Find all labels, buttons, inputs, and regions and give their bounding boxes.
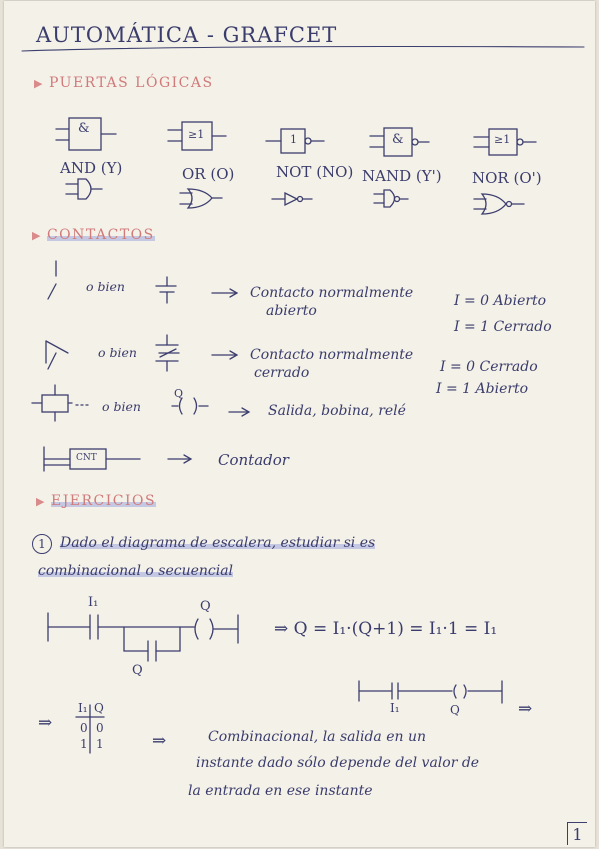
nc-switch-symbol xyxy=(46,341,68,369)
ladder-diagram xyxy=(48,613,238,661)
not-gate-symbol-text: 1 xyxy=(290,133,297,146)
truth-header-i1: I₁ xyxy=(78,701,88,715)
no-contact-desc-1: Contacto normalmente xyxy=(250,285,414,301)
or-text-2: o bien xyxy=(98,345,137,360)
or-gate-label: OR (O) xyxy=(182,165,235,183)
ladder-q-top-label: Q xyxy=(200,599,211,614)
no-switch-symbol xyxy=(48,261,56,299)
nc-contact-ladder-symbol xyxy=(156,335,179,371)
coil-q-label: Q xyxy=(174,387,184,400)
exercise-statement-2: combinacional o secuencial xyxy=(38,563,234,579)
nc-contact-state-1: I = 0 Cerrado xyxy=(440,359,538,375)
truth-cell: 1 xyxy=(96,737,104,751)
simplified-ladder xyxy=(359,681,502,703)
not-gate-label: NOT (NO) xyxy=(276,163,354,181)
ladder-q-bottom-label: Q xyxy=(132,663,143,678)
bullet-triangle-icon: ▶ xyxy=(32,229,47,242)
truth-cell: 0 xyxy=(80,721,88,735)
simple-q-label: Q xyxy=(450,703,460,717)
and-gate-label: AND (Y) xyxy=(60,159,123,177)
nor-gate-symbol-text: ≥1 xyxy=(494,133,511,146)
ladder-i1-label: I₁ xyxy=(88,595,99,610)
nc-contact-desc-1: Contacto normalmente xyxy=(250,347,414,363)
not-us-symbol xyxy=(272,193,312,205)
coil-symbol xyxy=(172,398,208,414)
section-contacts-title: CONTACTOS xyxy=(46,227,155,243)
truth-cell: 0 xyxy=(96,721,104,735)
simple-i1-label: I₁ xyxy=(390,701,400,715)
relay-symbol xyxy=(32,385,72,421)
nor-gate-label: NOR (O') xyxy=(472,169,542,187)
page-number: 1 xyxy=(567,822,587,845)
drawing-layer xyxy=(4,1,595,847)
section-exercises-title: EJERCICIOS xyxy=(50,493,157,509)
nc-contact-desc-2: cerrado xyxy=(254,365,310,381)
exercise-statement-1: Dado el diagrama de escalera, estudiar si es xyxy=(60,535,376,551)
bullet-triangle-icon: ▶ xyxy=(34,77,49,90)
equation: ⇒ Q = I₁·(Q+1) = I₁·1 = I₁ xyxy=(274,619,498,639)
and-us-symbol xyxy=(66,179,102,199)
nand-gate-label: NAND (Y') xyxy=(362,167,442,185)
counter-label: CNT xyxy=(76,453,97,463)
notebook-page xyxy=(4,1,595,847)
section-logic-title: PUERTAS LÓGICAS xyxy=(48,75,214,91)
result-arrow: ⇒ xyxy=(152,731,167,751)
or-us-symbol xyxy=(180,189,222,208)
exercise-number-circle: 1 xyxy=(32,534,52,554)
or-text-1: o bien xyxy=(86,279,125,294)
nor-us-symbol xyxy=(474,194,524,214)
or-text-3: o bien xyxy=(102,399,141,414)
truth-header-q: Q xyxy=(94,701,104,715)
nc-contact-state-2: I = 1 Abierto xyxy=(436,381,529,397)
nand-us-symbol xyxy=(374,190,408,207)
no-contact-state-2: I = 1 Cerrado xyxy=(454,319,552,335)
coil-desc: Salida, bobina, relé xyxy=(268,403,406,419)
page-title: AUTOMÁTICA - GRAFCET xyxy=(36,23,338,47)
conclusion-line-2: instante dado sólo depende del valor de xyxy=(196,755,480,771)
section-contacts-heading xyxy=(32,227,155,243)
title-underline xyxy=(22,47,584,52)
no-contact-ladder-symbol xyxy=(156,277,176,303)
nand-gate-symbol-text: & xyxy=(392,132,404,147)
or-gate-symbol-text: ≥1 xyxy=(188,128,205,141)
simple-arrow: ⇒ xyxy=(518,699,533,719)
truth-cell: 1 xyxy=(80,737,88,751)
conclusion-line-3: la entrada en ese instante xyxy=(188,783,373,799)
section-logic-heading xyxy=(34,75,214,91)
section-exercises-heading xyxy=(36,493,156,509)
truth-arrow: ⇒ xyxy=(38,713,53,733)
conclusion-line-1: Combinacional, la salida en un xyxy=(208,729,427,745)
no-contact-desc-2: abierto xyxy=(266,303,317,319)
bullet-triangle-icon: ▶ xyxy=(36,495,51,508)
no-contact-state-1: I = 0 Abierto xyxy=(454,293,547,309)
counter-desc: Contador xyxy=(218,451,289,469)
and-gate-symbol-text: & xyxy=(78,121,90,136)
